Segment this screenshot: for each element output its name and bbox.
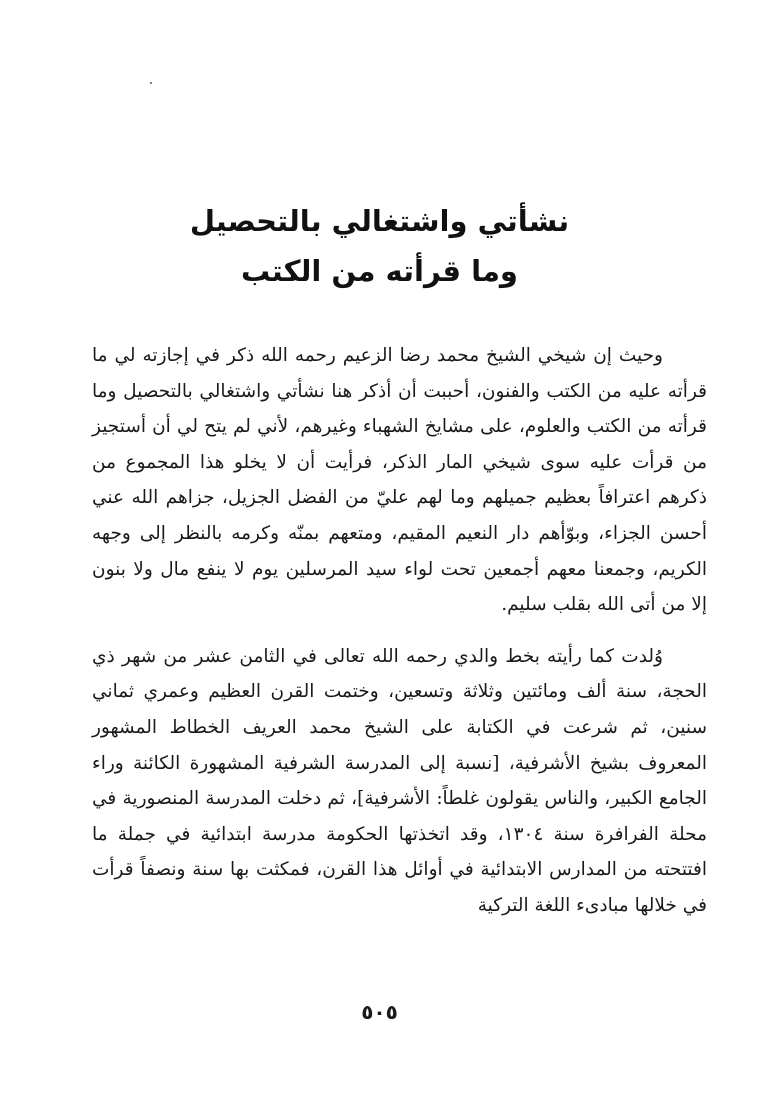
body-text xyxy=(92,338,707,940)
chapter-title-line-1: نشأتي واشتغالي بالتحصيل xyxy=(189,204,570,238)
paragraph-birth: وُلدت كما رأيته بخط والدي رحمه الله تعالى في الثامن عشر من شهر ذي الحجة، سنة ألف ومائتين وثلاثة وتسعين، وختمت القرن العظيم وعمري ثماني سنين، ثم شرعت في الكتابة على الشيخ محمد العريف الخطاط المشهور المعروف بشيخ الأشرفية، [نسبة إلى المدرسة الشرفية المشهورة الكائنة وراء الجامع الكبير، والناس يقولون غلطاً: الأشرفية]، ثم دخلت المدرسة المنصورية في محلة الفرافرة سنة ١٣٠٤، وقد اتخذتها الحكومة مدرسة ابتدائية في جملة ما افتتحته من المدارس الابتدائية في أوائل هذا القرن، فمكثت بها سنة ونصفاً قرأت في خلالها مبادىء اللغة التركية xyxy=(92,645,707,916)
paragraph-intro: وحيث إن شيخي الشيخ محمد رضا الزعيم رحمه الله ذكر في إجازته لي ما قرأته عليه من الكتب والفنون، أحببت أن أذكر هنا نشأتي واشتغالي بالتحصيل وما قرأته من الكتب والعلوم، على مشايخ الشهباء وغيرهم، لأني لم يتح لي أن أستجيز من قرأت عليه سوى شيخي المار الذكر، فرأيت أن لا يخلو هذا المجموع من ذكرهم اعترافاً بعظيم جميلهم وما لهم عليّ من الفضل الجزيل، جزاهم الله عني أحسن الجزاء، وبوّأهم دار النعيم المقيم، ومتعهم بمنّه وكرمه بالنظر إلى وجهه الكريم، وجمعنا معهم أجمعين تحت لواء سيد المرسلين يوم لا ينفع مال ولا بنون إلا من أتى الله بقلب سليم. xyxy=(92,345,707,616)
page-number: ٥٠٥ xyxy=(361,1000,398,1024)
chapter-title-line-2: وما قرأته من الكتب xyxy=(241,254,518,288)
print-speck xyxy=(150,82,152,84)
chapter-title xyxy=(0,196,759,296)
